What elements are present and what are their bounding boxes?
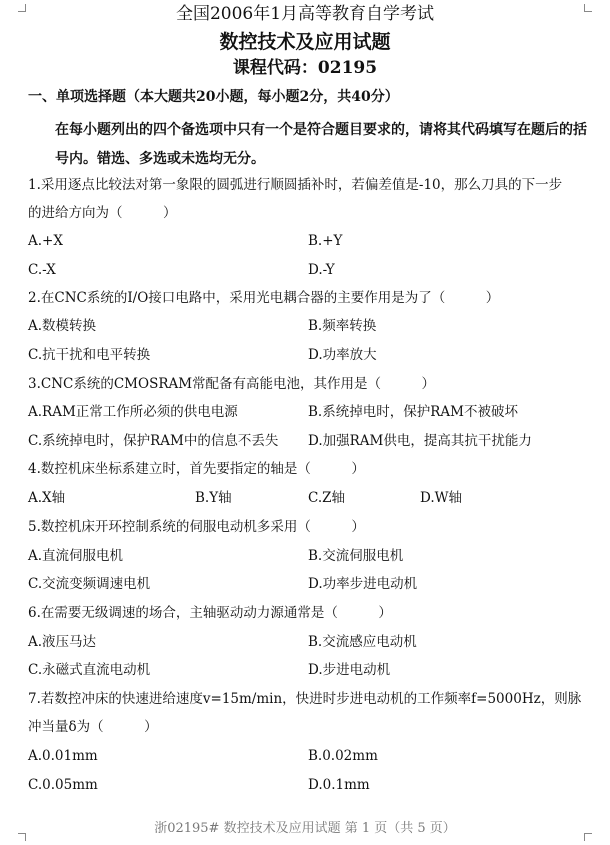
question-7-stem: 7.若数控冲床的快速进给速度v=15m/min，快进时步进电动机的工作频率f=5000Hz，则脉 — [28, 691, 582, 707]
question-1-option-b: B.+Y — [308, 233, 343, 249]
question-7-option-d: D.0.1mm — [308, 777, 370, 793]
question-7-stem-cont: 冲当量δ为（ ） — [28, 719, 158, 735]
question-5-option-b: B.交流伺服电机 — [308, 548, 404, 564]
question-1-stem-cont: 的进给方向为（ ） — [28, 205, 177, 221]
question-6-option-b: B.交流感应电动机 — [308, 634, 417, 650]
question-3-stem: 3.CNC系统的CMOSRAM常配备有高能电池，其作用是（ ） — [28, 376, 436, 392]
page-footer: 浙02195# 数控技术及应用试题 第 1 页（共 5 页） — [154, 821, 456, 836]
question-1-option-a: A.+X — [28, 233, 63, 249]
subject-title: 数控技术及应用试题 — [219, 31, 391, 53]
question-4-option-c: C.Z轴 — [308, 490, 346, 506]
question-7-option-b: B.0.02mm — [308, 748, 378, 764]
question-6-stem: 6.在需要无级调速的场合，主轴驱动动力源通常是（ ） — [28, 605, 392, 621]
question-4-stem: 4.数控机床坐标系建立时，首先要指定的轴是（ ） — [28, 461, 365, 477]
question-2-option-d: D.功率放大 — [308, 347, 377, 363]
question-4-option-d: D.W轴 — [420, 490, 463, 506]
question-2-option-a: A.数模转换 — [28, 318, 97, 334]
question-4-option-a: A.X轴 — [28, 490, 66, 506]
question-1-option-d: D.-Y — [308, 262, 335, 278]
question-5-stem: 5.数控机床开环控制系统的伺服电动机多采用（ ） — [28, 519, 365, 535]
question-2-stem: 2.在CNC系统的I/O接口电路中，采用光电耦合器的主要作用是为了（ ） — [28, 290, 500, 306]
question-5-option-d: D.功率步进电动机 — [308, 576, 418, 592]
question-6-option-d: D.步进电动机 — [308, 662, 391, 678]
exam-title: 全国2006年1月高等教育自学考试 — [175, 4, 435, 24]
section-instruction: 在每小题列出的四个备选项中只有一个是符合题目要求的，请将其代码填写在题后的括号内。错选、多选或未选均无分。 — [55, 122, 587, 167]
question-3-option-a: A.RAM正常工作所必须的供电电源 — [28, 404, 238, 420]
question-6-option-a: A.液压马达 — [28, 634, 97, 650]
question-3-option-c: C.系统掉电时，保护RAM中的信息不丢失 — [28, 433, 279, 449]
question-6-option-c: C.永磁式直流电动机 — [28, 662, 151, 678]
question-3-option-b: B.系统掉电时，保护RAM不被破坏 — [308, 404, 518, 420]
question-5-option-c: C.交流变频调速电机 — [28, 576, 151, 592]
question-4-option-b: B.Y轴 — [195, 490, 232, 506]
question-2-option-b: B.频率转换 — [308, 318, 377, 334]
question-1-option-c: C.-X — [28, 262, 56, 278]
question-7-option-c: C.0.05mm — [28, 777, 98, 793]
course-code: 课程代码：02195 — [232, 58, 378, 78]
question-1-stem: 1.采用逐点比较法对第一象限的圆弧进行顺圆插补时，若偏差值是-10，那么刀具的下一步 — [28, 177, 563, 193]
question-5-option-a: A.直流伺服电机 — [28, 548, 124, 564]
question-2-option-c: C.抗干扰和电平转换 — [28, 347, 151, 363]
question-7-option-a: A.0.01mm — [28, 748, 98, 764]
section-heading: 一、单项选择题（本大题共20小题，每小题2分，共40分） — [28, 89, 399, 105]
question-3-option-d: D.加强RAM供电，提高其抗干扰能力 — [308, 433, 532, 449]
